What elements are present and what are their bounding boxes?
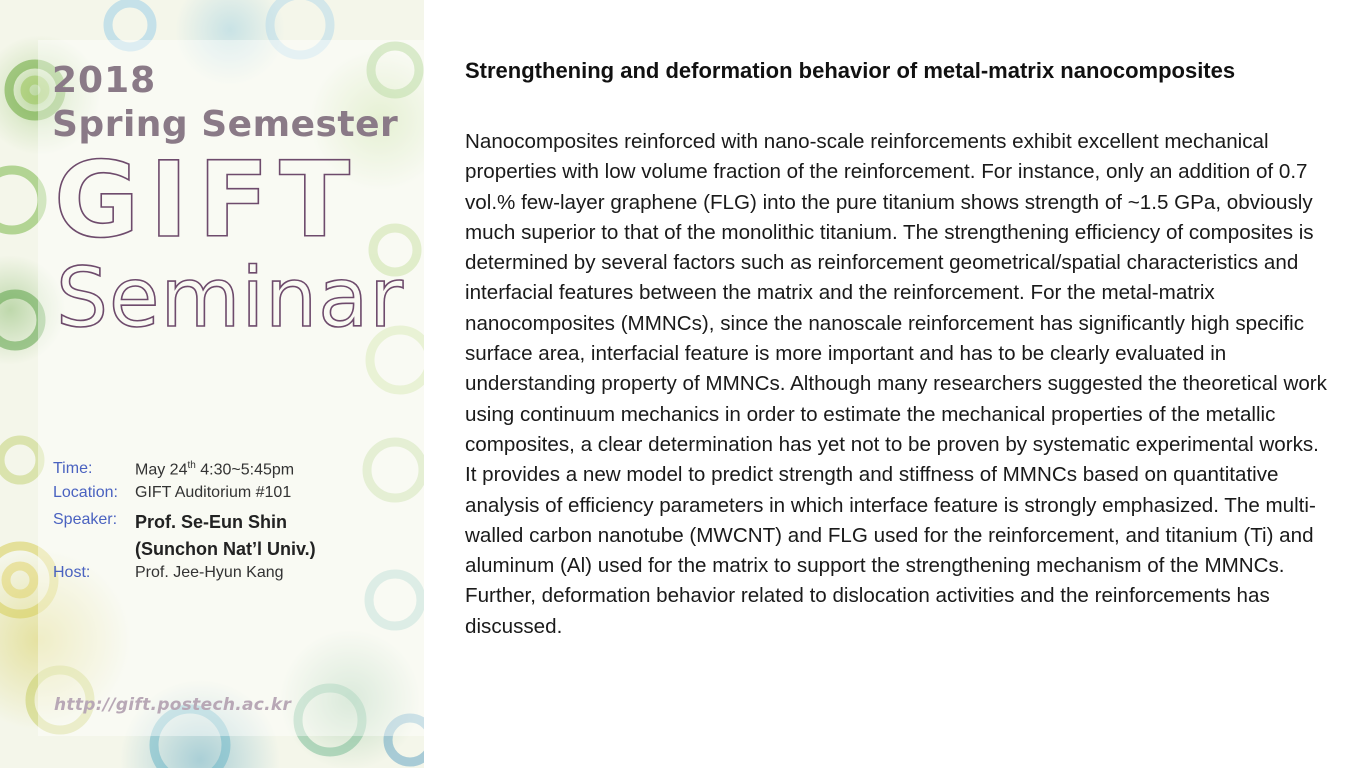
logo-seminar-text: Seminar (56, 251, 405, 340)
time-value: May 24th 4:30~5:45pm (135, 460, 295, 479)
talk-abstract (465, 127, 1345, 642)
location-label: Location: (53, 484, 118, 501)
speaker-value (135, 509, 316, 563)
seminar-poster-panel (0, 0, 424, 768)
speaker-affiliation: (Sunchon Nat’l Univ.) (135, 539, 316, 559)
logo-gift-text: GIFT (54, 150, 361, 261)
speaker-label: Speaker: (53, 511, 118, 528)
host-value: Prof. Jee-Hyun Kang (135, 564, 284, 581)
abstract-paragraph-2: It provides a new model to predict strength and stiffness of MMNCs based on quantitative analysis of efficiency parameters in which interface feature is strongly emphasized. The multi-walled carbon nanotube (MWCNT) and FLG used for the reinforcement, and titanium (Ti) and aluminum (Al) used for the matrix to support the strengthening mechanism of the MMNCs. Further, deformation behavior related to dislocation activities and the reinforcements has discussed. (465, 463, 1316, 638)
website-url: http://gift.postech.ac.kr (54, 695, 292, 715)
seminar-year: 2018 (52, 60, 157, 101)
abstract-paragraph-1: Nanocomposites reinforced with nano-scale reinforcements exhibit excellent mechanical properties with low volume fraction of the reinforcement. For instance, only an addition of 0.7 vol.% few-layer graphene (FLG) into the pure titanium shows strength of ~1.5 GPa, obviously much superior to that of the monolithic titanium. The strengthening efficiency of composites is determined by several factors such as reinforcement geometrical/spatial characteristics and interfacial features between the matrix and the reinforcement. For the metal-matrix nanocomposites (MMNCs), since the nanoscale reinforcement has significantly high specific surface area, interfacial feature is more important and has to be clearly evaluated in understanding property of MMNCs. Although many researchers suggested the theoretical work using continuum mechanics in order to estimate the mechanical properties of the metallic composites, a clear determination has yet not to be proven by systematic experimental works. (465, 130, 1327, 456)
location-value: GIFT Auditorium #101 (135, 484, 292, 501)
talk-title: Strengthening and deformation behavior of metal-matrix nanocomposites (465, 58, 1236, 83)
time-label: Time: (53, 460, 93, 477)
gift-seminar-logo (54, 150, 414, 340)
host-label: Host: (53, 564, 91, 581)
seminar-semester: Spring Semester (52, 104, 399, 145)
speaker-name: Prof. Se-Eun Shin (135, 512, 288, 532)
